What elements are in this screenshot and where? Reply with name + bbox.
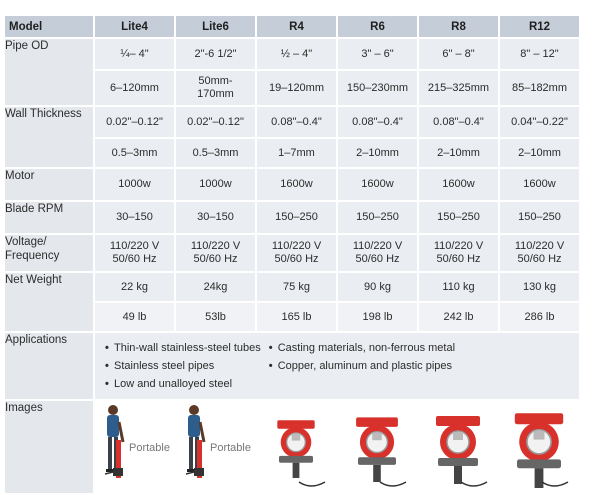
table-row [5, 202, 579, 233]
header-lite4: Lite4 [95, 16, 174, 37]
list-item [105, 341, 261, 355]
application-text: Stainless steel pipes [114, 360, 215, 372]
row-label: Voltage/ Frequency [5, 235, 93, 271]
spec-cell: 150–250 [500, 202, 579, 233]
spec-cell: 1600w [257, 169, 336, 200]
image-cell [95, 401, 174, 493]
spec-cell: 49 lb [95, 303, 174, 331]
application-text: Thin-wall stainless-steel tubes [114, 342, 261, 354]
person-with-portable-machine-icon [95, 402, 174, 492]
row-label: Motor [5, 169, 93, 200]
spec-cell: 198 lb [338, 303, 417, 331]
spec-cell: 85–182mm [500, 71, 579, 105]
spec-cell: 1–7mm [257, 139, 336, 167]
spec-cell: 130 kg [500, 273, 579, 301]
applications-list [95, 333, 579, 399]
spec-cell: ½ – 4" [257, 39, 336, 69]
bullet-icon: • [105, 360, 109, 372]
application-text: Casting materials, non-ferrous metal [277, 342, 456, 354]
applications-col1 [105, 341, 261, 395]
pipe-bevel-machine-icon [419, 402, 498, 492]
spec-cell: 6–120mm [95, 71, 174, 105]
spec-cell: 110/220 V 50/60 Hz [257, 235, 336, 271]
spec-cell: 30–150 [95, 202, 174, 233]
table-row [5, 235, 579, 271]
images-label: Images [5, 401, 93, 493]
spec-cell: 1600w [338, 169, 417, 200]
header-r12: R12 [500, 16, 579, 37]
spec-cell: 110 kg [419, 273, 498, 301]
image-cell [500, 401, 579, 493]
pipe-bevel-machine-icon [257, 402, 336, 492]
header-r8: R8 [419, 16, 498, 37]
list-item [269, 341, 455, 355]
spec-cell: 1600w [500, 169, 579, 200]
list-item [269, 359, 455, 373]
spec-cell: 2–10mm [500, 139, 579, 167]
list-item [105, 359, 261, 373]
pipe-bevel-machine-icon [338, 402, 417, 492]
application-text: Low and unalloyed steel [114, 378, 233, 390]
spec-cell: 1000w [176, 169, 255, 200]
spec-cell: 150–250 [419, 202, 498, 233]
bullet-icon: • [268, 360, 273, 372]
row-label: Net Weight [5, 273, 93, 331]
spec-cell: 286 lb [500, 303, 579, 331]
spec-cell: 0.02"–0.12" [95, 107, 174, 137]
spec-cell: 0.5–3mm [95, 139, 174, 167]
spec-cell: 2–10mm [419, 139, 498, 167]
table-row [5, 169, 579, 200]
row-label: Pipe OD [5, 39, 93, 105]
spec-cell: 2–10mm [338, 139, 417, 167]
bullet-icon: • [268, 342, 273, 354]
table-row [5, 273, 579, 301]
person-with-portable-machine-icon [176, 402, 255, 492]
spec-cell: 19–120mm [257, 71, 336, 105]
spec-cell: ¼– 4" [95, 39, 174, 69]
spec-cell: 30–150 [176, 202, 255, 233]
spec-cell: 0.08"–0.4" [419, 107, 498, 137]
image-cell [419, 401, 498, 493]
spec-cell: 90 kg [338, 273, 417, 301]
spec-cell: 0.02"–0.12" [176, 107, 255, 137]
spec-cell: 1600w [419, 169, 498, 200]
spec-cell: 150–230mm [338, 71, 417, 105]
header-r4: R4 [257, 16, 336, 37]
spec-cell: 215–325mm [419, 71, 498, 105]
spec-cell: 53lb [176, 303, 255, 331]
header-row [5, 16, 579, 37]
applications-col2 [269, 341, 455, 395]
spec-cell: 110/220 V 50/60 Hz [176, 235, 255, 271]
header-model: Model [5, 16, 93, 37]
spec-cell: 22 kg [95, 273, 174, 301]
image-cell [176, 401, 255, 493]
portable-label: Portable [129, 442, 170, 454]
spec-cell: 50mm- 170mm [176, 71, 255, 105]
row-label: Wall Thickness [5, 107, 93, 167]
spec-cell: 0.08"–0.4" [257, 107, 336, 137]
list-item [105, 377, 261, 391]
spec-cell: 110/220 V 50/60 Hz [419, 235, 498, 271]
spec-cell: 1000w [95, 169, 174, 200]
header-lite6: Lite6 [176, 16, 255, 37]
portable-label: Portable [210, 442, 251, 454]
bullet-icon: • [105, 342, 109, 354]
applications-row [5, 333, 579, 399]
application-text: Copper, aluminum and plastic pipes [277, 360, 452, 372]
spec-cell: 0.08"–0.4" [338, 107, 417, 137]
pipe-bevel-machine-icon [500, 402, 579, 492]
spec-cell: 6" – 8" [419, 39, 498, 69]
image-cell [257, 401, 336, 493]
header-r6: R6 [338, 16, 417, 37]
images-row [5, 401, 579, 493]
spec-cell: 8" – 12" [500, 39, 579, 69]
spec-cell: 150–250 [338, 202, 417, 233]
spec-cell: 150–250 [257, 202, 336, 233]
table-row [5, 107, 579, 137]
spec-cell: 2"-6 1/2" [176, 39, 255, 69]
bullet-icon: • [105, 378, 109, 390]
spec-cell: 110/220 V 50/60 Hz [95, 235, 174, 271]
applications-label: Applications [5, 333, 93, 399]
spec-cell: 165 lb [257, 303, 336, 331]
spec-cell: 75 kg [257, 273, 336, 301]
table-row [5, 39, 579, 69]
image-cell [338, 401, 417, 493]
spec-cell: 24kg [176, 273, 255, 301]
spec-cell: 110/220 V 50/60 Hz [500, 235, 579, 271]
spec-cell: 110/220 V 50/60 Hz [338, 235, 417, 271]
spec-cell: 3" – 6" [338, 39, 417, 69]
spec-cell: 242 lb [419, 303, 498, 331]
spec-cell: 0.5–3mm [176, 139, 255, 167]
spec-cell: 0.04"–0.22" [500, 107, 579, 137]
row-label: Blade RPM [5, 202, 93, 233]
spec-table [3, 14, 581, 495]
